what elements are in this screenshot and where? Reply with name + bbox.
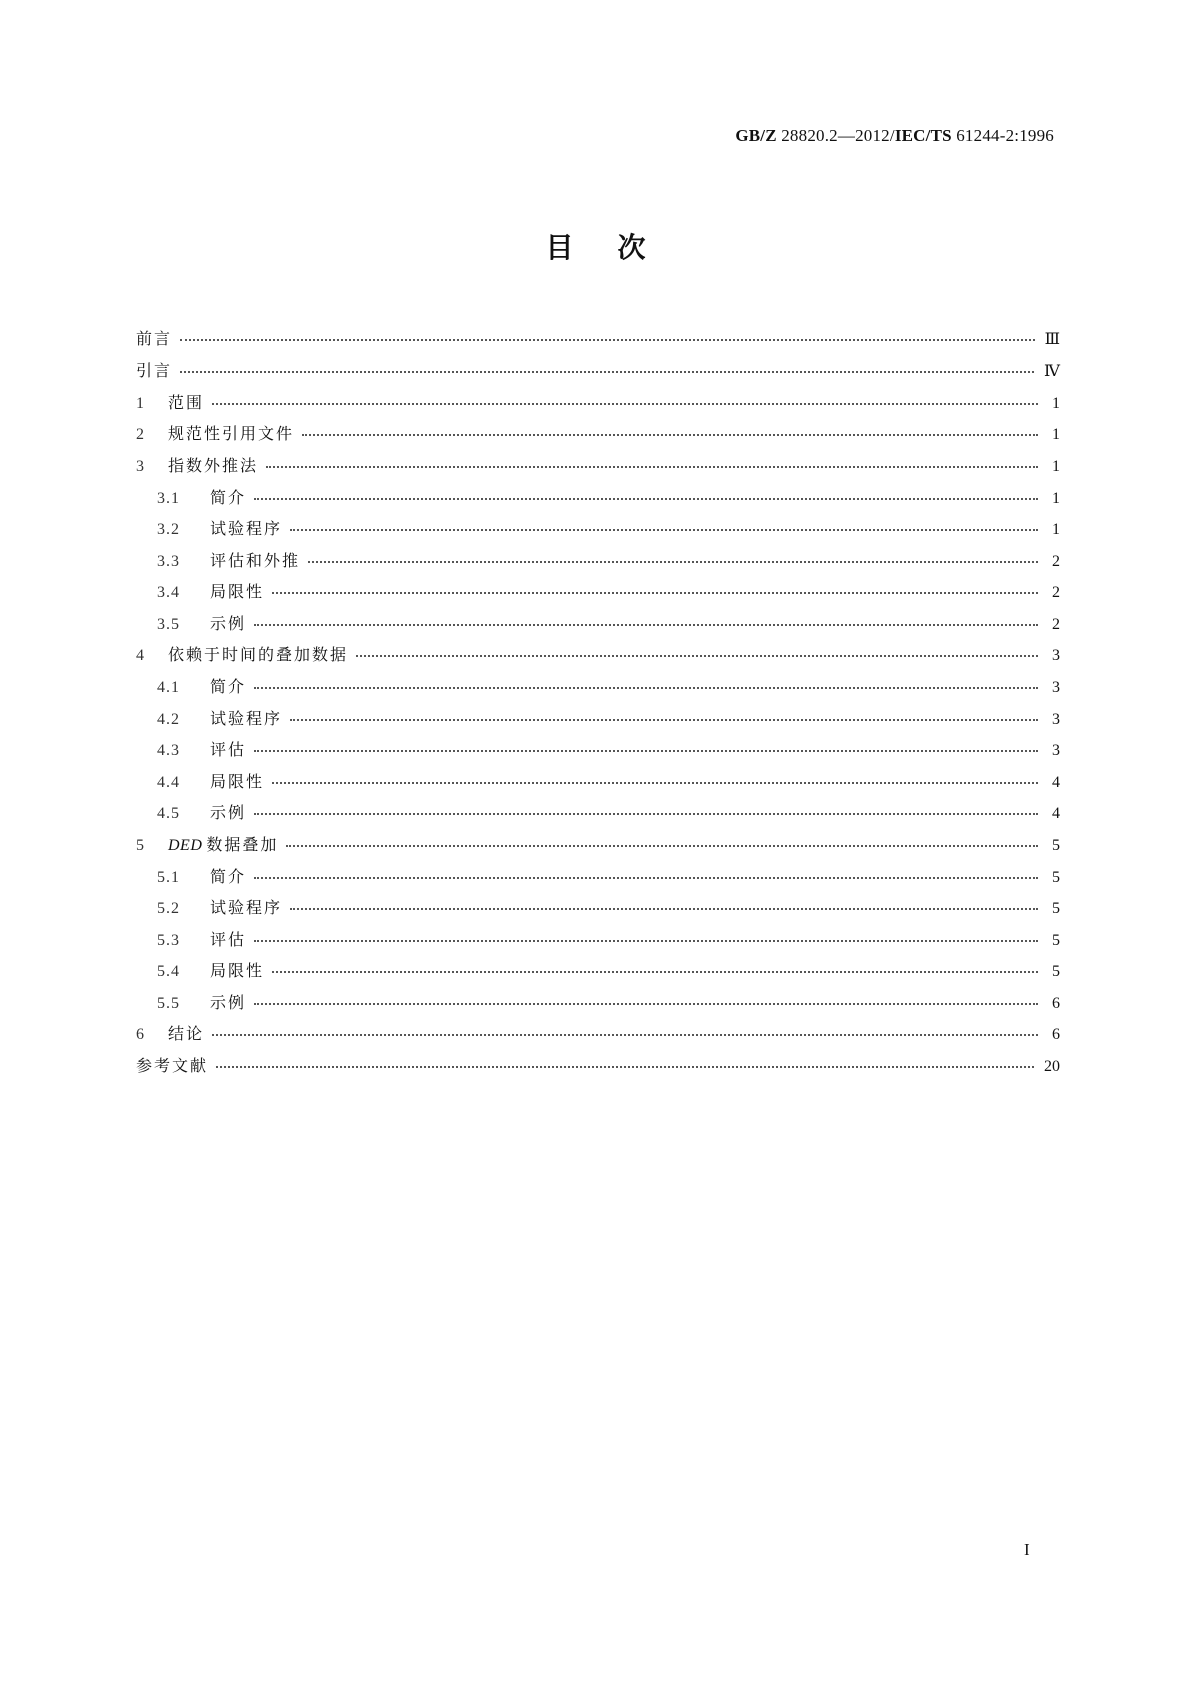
toc-entry-label: [168, 835, 286, 856]
toc-entry-number: 3.3: [157, 552, 180, 570]
toc-entry-label-text: 简介: [210, 866, 247, 886]
toc-entry-label-text: 示例: [210, 803, 247, 823]
toc-entry-label: [210, 614, 254, 634]
table-of-contents: [136, 329, 1060, 1088]
toc-entry-label-text: 评估: [210, 929, 247, 949]
toc-entry-number: 3: [136, 458, 145, 476]
dot-leader: [254, 687, 1038, 689]
toc-entry[interactable]: [136, 361, 1060, 393]
toc-entry-label-text: 试验程序: [210, 519, 283, 539]
toc-entry-page: Ⅳ: [1044, 362, 1060, 380]
toc-entry-page: 2: [1052, 615, 1060, 633]
toc-entry-number: 4.3: [157, 742, 180, 760]
toc-entry-number: 4.2: [157, 710, 180, 728]
toc-entry-page: 3: [1052, 647, 1060, 665]
toc-entry-number: 3.4: [157, 584, 180, 602]
toc-entry-label-text: 简介: [210, 677, 247, 697]
toc-entry-label-text: 引言: [136, 360, 173, 380]
toc-entry-number: 2: [136, 426, 145, 444]
toc-entry-label-text: 试验程序: [210, 708, 283, 728]
dot-leader: [212, 1034, 1038, 1036]
dot-leader: [254, 940, 1038, 942]
toc-entry-page: 3: [1052, 742, 1060, 760]
toc-entry-page: 5: [1052, 963, 1060, 981]
toc-entry-label: [210, 709, 290, 729]
toc-entry-label: [136, 361, 180, 381]
toc-entry[interactable]: [136, 898, 1060, 930]
toc-entry-label-text: 参考文献: [136, 1055, 209, 1075]
toc-entry-number: 5.2: [157, 900, 180, 918]
dot-leader: [254, 877, 1038, 879]
standard-code-number: 28820.2—2012/: [776, 126, 895, 145]
toc-entry-number: 4.1: [157, 679, 180, 697]
iec-code-number: 61244-2:1996: [951, 126, 1054, 145]
iec-code-prefix: IEC/TS: [894, 126, 952, 145]
toc-entry-page: 5: [1052, 900, 1060, 918]
toc-entry-label: [210, 519, 290, 539]
toc-entry-number: 5.1: [157, 868, 180, 886]
toc-entry-number: 5.4: [157, 963, 180, 981]
toc-entry-number: 4.5: [157, 805, 180, 823]
toc-entry-page: 6: [1052, 1026, 1060, 1044]
toc-entry-page: 2: [1052, 552, 1060, 570]
dot-leader: [180, 371, 1034, 373]
toc-entry-label-text: 局限性: [210, 771, 265, 791]
toc-entry-label: [168, 424, 302, 444]
toc-entry-page: 1: [1052, 394, 1060, 412]
toc-entry[interactable]: [136, 867, 1060, 899]
dot-leader: [254, 624, 1038, 626]
toc-entry[interactable]: [136, 645, 1060, 677]
dot-leader: [356, 655, 1038, 657]
toc-entry-number: 5.3: [157, 931, 180, 949]
toc-entry[interactable]: [136, 614, 1060, 646]
dot-leader: [254, 813, 1038, 815]
toc-entry[interactable]: [136, 582, 1060, 614]
toc-entry[interactable]: [136, 803, 1060, 835]
toc-entry[interactable]: [136, 772, 1060, 804]
toc-entry-number: 3.1: [157, 489, 180, 507]
toc-entry[interactable]: [136, 835, 1060, 867]
toc-entry[interactable]: [136, 1024, 1060, 1056]
toc-entry-label-text: 试验程序: [210, 898, 283, 918]
toc-entry-label-text: 数据叠加: [206, 834, 279, 854]
dot-leader: [302, 434, 1038, 436]
toc-entry-label-text: 示例: [210, 992, 247, 1012]
document-code: [735, 126, 1054, 146]
toc-entry-label-text: 局限性: [210, 961, 265, 981]
dot-leader: [254, 750, 1038, 752]
toc-entry-page: 1: [1052, 426, 1060, 444]
toc-entry-page: 3: [1052, 679, 1060, 697]
toc-entry[interactable]: [136, 1056, 1060, 1088]
toc-entry-label: [210, 772, 272, 792]
toc-entry-label-text: 局限性: [210, 582, 265, 602]
toc-entry[interactable]: [136, 551, 1060, 583]
toc-entry-label: [168, 645, 356, 665]
dot-leader: [266, 466, 1038, 468]
toc-entry-label: [210, 740, 254, 760]
toc-entry-page: 4: [1052, 805, 1060, 823]
dot-leader: [308, 561, 1038, 563]
toc-entry-label: [210, 551, 308, 571]
dot-leader: [180, 339, 1035, 341]
toc-entry-number: 6: [136, 1026, 145, 1044]
toc-entry-label: [210, 677, 254, 697]
toc-entry-label-italic: DED: [168, 836, 203, 854]
dot-leader: [212, 403, 1038, 405]
dot-leader: [216, 1066, 1034, 1068]
dot-leader: [254, 1003, 1038, 1005]
toc-entry-page: 3: [1052, 710, 1060, 728]
toc-entry-number: 4: [136, 647, 145, 665]
toc-entry-label-text: 示例: [210, 613, 247, 633]
toc-entry-page: 20: [1044, 1057, 1060, 1075]
toc-entry-label: [136, 1056, 216, 1076]
toc-entry-label-text: 指数外推法: [168, 456, 259, 476]
page-number: I: [1024, 1540, 1030, 1559]
toc-entry[interactable]: [136, 519, 1060, 551]
toc-entry[interactable]: [136, 740, 1060, 772]
toc-entry[interactable]: [136, 456, 1060, 488]
dot-leader: [272, 592, 1038, 594]
toc-entry-label: [210, 930, 254, 950]
toc-entry-number: 1: [136, 394, 145, 412]
toc-entry-number: 4.4: [157, 773, 180, 791]
toc-entry-label: [210, 867, 254, 887]
dot-leader: [290, 719, 1038, 721]
toc-entry-label: [210, 488, 254, 508]
dot-leader: [290, 908, 1038, 910]
toc-entry-label-text: 简介: [210, 487, 247, 507]
dot-leader: [272, 971, 1038, 973]
toc-entry[interactable]: [136, 677, 1060, 709]
toc-entry-page: 1: [1052, 489, 1060, 507]
toc-entry-label-text: 范围: [168, 392, 205, 412]
toc-entry[interactable]: [136, 393, 1060, 425]
toc-entry-label: [210, 961, 272, 981]
toc-entry-label-text: 前言: [136, 329, 173, 348]
toc-entry-page: 1: [1052, 458, 1060, 476]
toc-entry-label: [168, 393, 212, 413]
toc-entry-label: [136, 329, 180, 349]
toc-entry-page: 5: [1052, 931, 1060, 949]
standard-code-prefix: GB/Z: [735, 126, 777, 145]
toc-entry-label-text: 依赖于时间的叠加数据: [168, 645, 349, 665]
toc-entry-label: [210, 993, 254, 1013]
toc-entry[interactable]: [136, 329, 1060, 361]
dot-leader: [254, 498, 1038, 500]
toc-entry[interactable]: [136, 930, 1060, 962]
toc-entry-page: 2: [1052, 584, 1060, 602]
toc-entry-page: 6: [1052, 994, 1060, 1012]
toc-entry-number: 3.2: [157, 521, 180, 539]
toc-entry-label: [210, 582, 272, 602]
toc-entry[interactable]: [136, 488, 1060, 520]
toc-entry[interactable]: [136, 424, 1060, 456]
dot-leader: [286, 845, 1038, 847]
toc-entry-label: [168, 1024, 212, 1044]
toc-entry-number: 3.5: [157, 615, 180, 633]
toc-entry-page: Ⅲ: [1044, 331, 1060, 348]
toc-entry-page: 5: [1052, 836, 1060, 854]
toc-entry-label: [168, 456, 266, 476]
toc-entry-label-text: 结论: [168, 1024, 205, 1044]
dot-leader: [272, 782, 1038, 784]
toc-entry[interactable]: [136, 993, 1060, 1025]
toc-entry-label-text: 评估和外推: [210, 550, 301, 570]
toc-entry-label-text: 规范性引用文件: [168, 424, 295, 444]
toc-entry-label: [210, 898, 290, 918]
dot-leader: [290, 529, 1038, 531]
toc-entry[interactable]: [136, 709, 1060, 741]
toc-entry-number: 5: [136, 836, 145, 854]
toc-entry-label: [210, 803, 254, 823]
toc-entry-label-text: 评估: [210, 740, 247, 760]
toc-entry-page: 4: [1052, 773, 1060, 791]
toc-entry[interactable]: [136, 961, 1060, 993]
toc-entry-page: 1: [1052, 521, 1060, 539]
toc-entry-number: 5.5: [157, 994, 180, 1012]
toc-entry-page: 5: [1052, 868, 1060, 886]
page-title: 目次: [545, 231, 690, 264]
